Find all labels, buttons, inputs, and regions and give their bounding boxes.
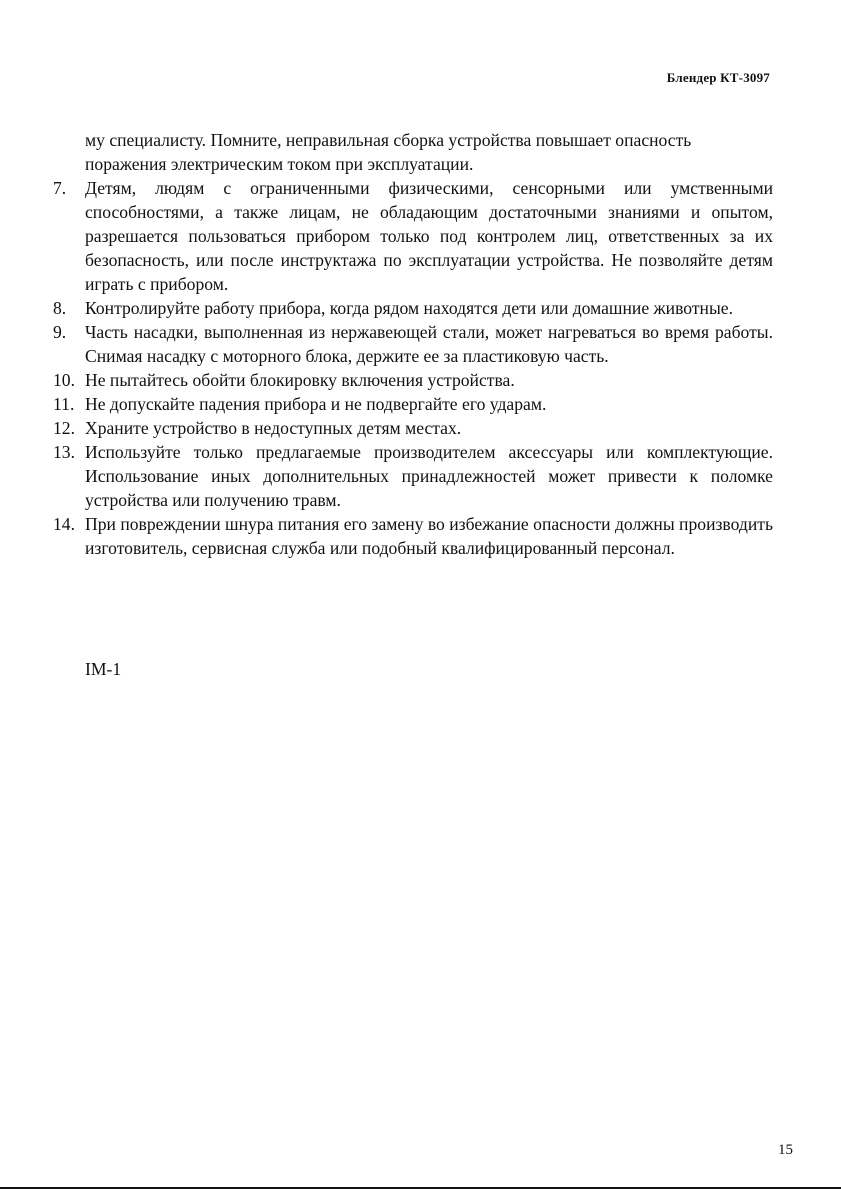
list-item-text: Контролируйте работу прибора, когда рядом находятся дети или домашние животные. [85,298,733,318]
list-item-number: 11. [53,394,75,414]
list-item-number: 10. [53,370,75,390]
list-item-number: 9. [53,322,67,342]
list-item-number: 7. [53,178,67,198]
list-item-text: Используйте только предлагаемые производителем аксессуары или комплектующие. Использование иных дополнительных принадлежностей может привести к поломке устройства или получению травм. [85,442,773,510]
document-body [53,128,773,560]
list-item-text: При повреждении шнура питания его замену во избежание опасности должны производить изготовитель, сервисная служба или подобный квалифицированный персонал. [85,514,773,558]
list-item [53,440,773,512]
list-item-text: Не допускайте падения прибора и не подвергайте его ударам. [85,394,547,414]
list-item [53,512,773,560]
list-item-number: 8. [53,298,67,318]
list-item-number: 12. [53,418,75,438]
document-header: Блендер КТ-3097 [666,70,770,85]
list-item-text: Часть насадки, выполненная из нержавеющей стали, может нагреваться во время работы. Снимая насадку с моторного блока, держите ее за пластиковую часть. [85,322,773,366]
list-item [53,368,773,392]
page-number: 15 [778,1142,793,1158]
list-item-number: 14. [53,514,75,534]
list-item [53,392,773,416]
list-item-number: 13. [53,442,75,462]
list-item-text: Детям, людям с ограниченными физическими, сенсорными или умственными способностями, а также лицам, не обладающим достаточными знаниями и опытом, разрешается пользоваться прибором только под контролем лиц, ответственных за их безопасность, или после инструктажа по эксплуатации устройства. Не позволяйте детям играть с прибором. [85,178,773,294]
list-item [53,320,773,368]
list-item-text: Храните устройство в недоступных детям местах. [85,418,462,438]
document-code: IM-1 [85,659,122,679]
continuation-paragraph: му специалисту. Помните, неправильная сборка устройства повышает опасность поражения электрическим током при эксплуатации. [85,130,692,174]
list-item [53,416,773,440]
list-item-text: Не пытайтесь обойти блокировку включения устройства. [85,370,515,390]
list-item [53,176,773,296]
list-item [53,296,773,320]
